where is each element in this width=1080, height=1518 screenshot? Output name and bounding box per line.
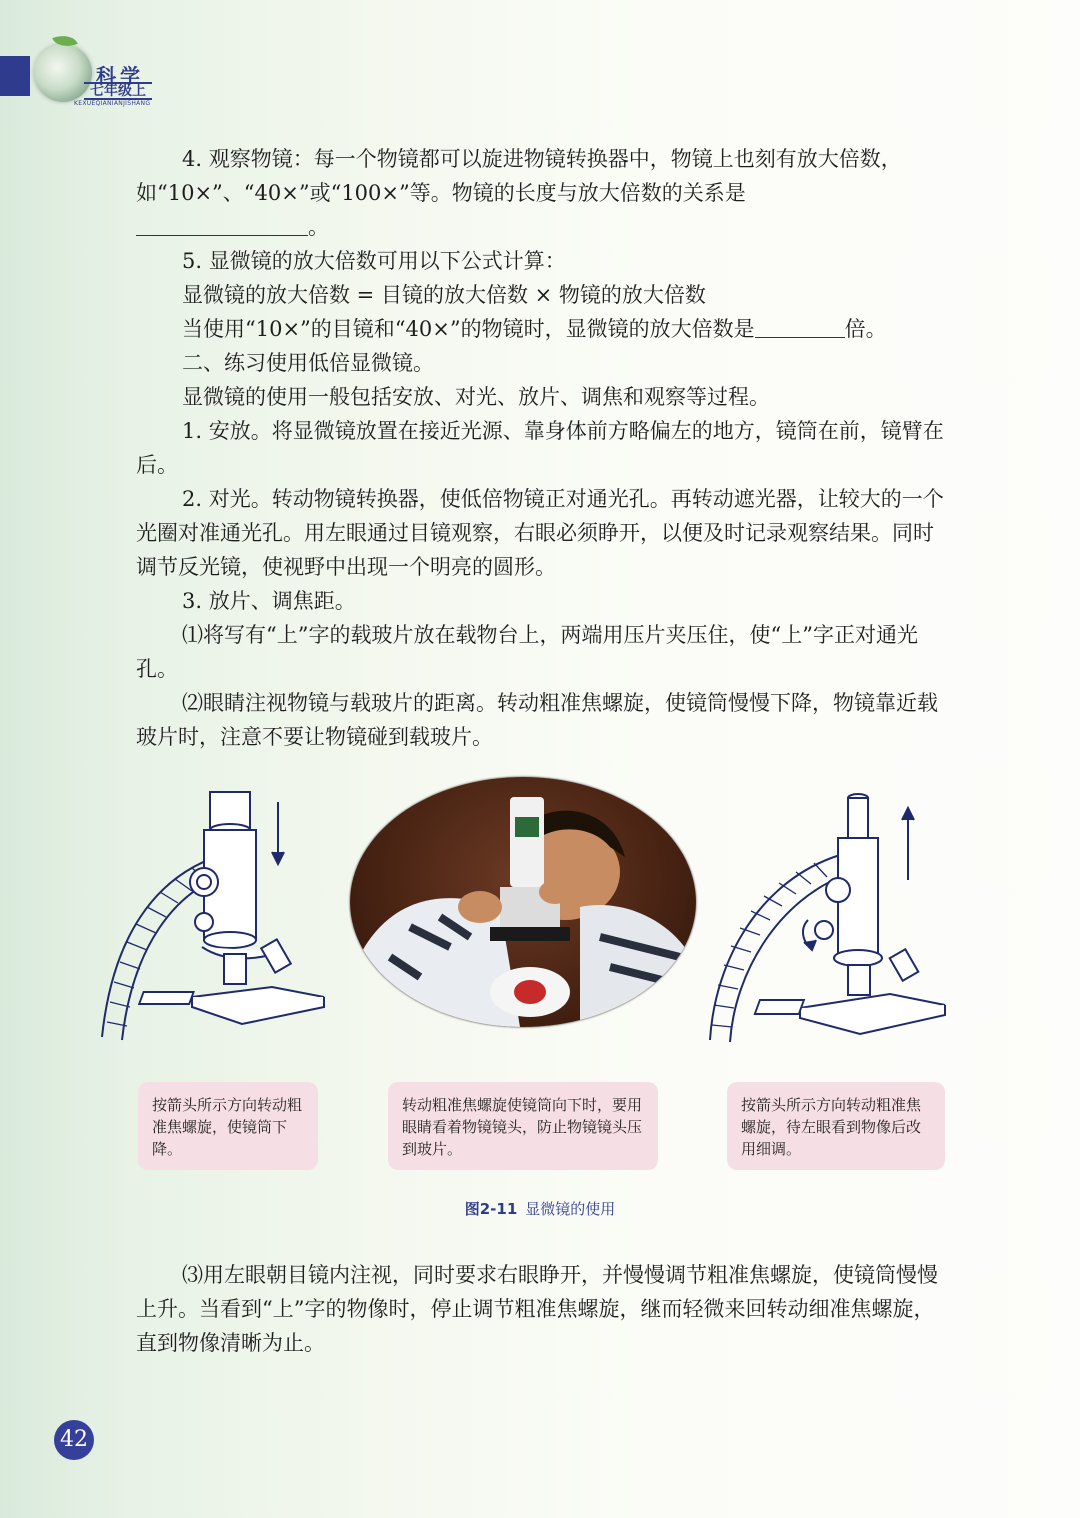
caption-middle: 转动粗准焦螺旋使镜筒向下时，要用眼睛看着物镜镜头，防止物镜镜头压到玻片。 — [388, 1082, 658, 1170]
section-heading: 二、练习使用低倍显微镜。 — [182, 351, 434, 375]
paragraph-formula-intro: 5. 显微镜的放大倍数可用以下公式计算： — [182, 249, 566, 273]
paragraph-placement: 1. 安放。将显微镜放置在接近光源、靠身体前方略偏左的地方，镜筒在前，镜臂在后。 — [136, 419, 944, 477]
question-text: 当使用“10×”的目镜和“40×”的物镜时，显微镜的放大倍数是 — [182, 317, 755, 341]
text-section-bottom — [136, 1258, 946, 1360]
paragraph-formula: 显微镜的放大倍数 = 目镜的放大倍数 × 物镜的放大倍数 — [182, 283, 706, 307]
microscope-raising-icon — [700, 780, 950, 1052]
paragraph-light: 2. 对光。转动物镜转换器，使低倍物镜正对通光孔。再转动遮光器，让较大的一个光圈对准通光孔。用左眼通过目镜观察，右眼必须睁开，以便及时记录观察结果。同时调节反光镜，使视野中出现一个明亮的圆形。 — [136, 487, 944, 579]
header-accent-bar — [0, 56, 30, 96]
paragraph-text: 4. 观察物镜：每一个物镜都可以旋进物镜转换器中，物镜上也刻有放大倍数，如“10×”、“40×”或“100×”等。物镜的长度与放大倍数的关系是 — [136, 147, 902, 205]
text-section-top — [136, 142, 946, 754]
student-microscope-photo — [350, 777, 696, 1027]
microscope-illustration-right — [700, 780, 950, 1052]
microscope-lowering-icon — [92, 782, 332, 1052]
subject-title: 科学 — [96, 64, 144, 88]
figure-caption — [0, 1198, 1080, 1219]
figure-title: 显微镜的使用 — [525, 1200, 616, 1218]
caption-right: 按箭头所示方向转动粗准焦螺旋，待左眼看到物像后改用细调。 — [727, 1082, 945, 1170]
fill-blank-magnification[interactable] — [755, 317, 845, 338]
paragraph-question — [136, 312, 946, 346]
page-number: 42 — [54, 1420, 94, 1460]
paragraph-focus-up: ⑶用左眼朝目镜内注视，同时要求右眼睁开，并慢慢调节粗准焦螺旋，使镜筒慢慢上升。当看到“上”字的物像时，停止调节粗准焦螺旋，继而轻微来回转动细准焦螺旋，直到物像清晰为止。 — [136, 1263, 938, 1355]
paragraph-slide: ⑴将写有“上”字的载玻片放在载物台上，两端用压片夹压住，使“上”字正对通光孔。 — [136, 623, 918, 681]
paragraph-process: 显微镜的使用一般包括安放、对光、放片、调焦和观察等过程。 — [182, 385, 770, 409]
grade-label: 七年级上 — [84, 82, 152, 100]
question-end: 倍。 — [844, 317, 887, 341]
pinyin-label: KEXUEQIANIANJISHANG — [74, 100, 151, 107]
microscope-illustration-left — [92, 782, 332, 1052]
photo-illustration — [350, 777, 696, 1027]
figure-number: 图2-11 — [464, 1200, 518, 1218]
caption-left: 按箭头所示方向转动粗准焦螺旋，使镜筒下降。 — [138, 1082, 318, 1170]
paragraph-objective-lens — [136, 142, 946, 210]
fill-blank-length[interactable] — [136, 215, 308, 236]
paragraph-focus-down: ⑵眼睛注视物镜与载玻片的距离。转动粗准焦螺旋，使镜筒慢慢下降，物镜靠近载玻片时，注意不要让物镜碰到载玻片。 — [136, 691, 938, 749]
answer-line — [136, 210, 946, 244]
punctuation: 。 — [308, 215, 329, 239]
paragraph-step3: 3. 放片、调焦距。 — [182, 589, 356, 613]
